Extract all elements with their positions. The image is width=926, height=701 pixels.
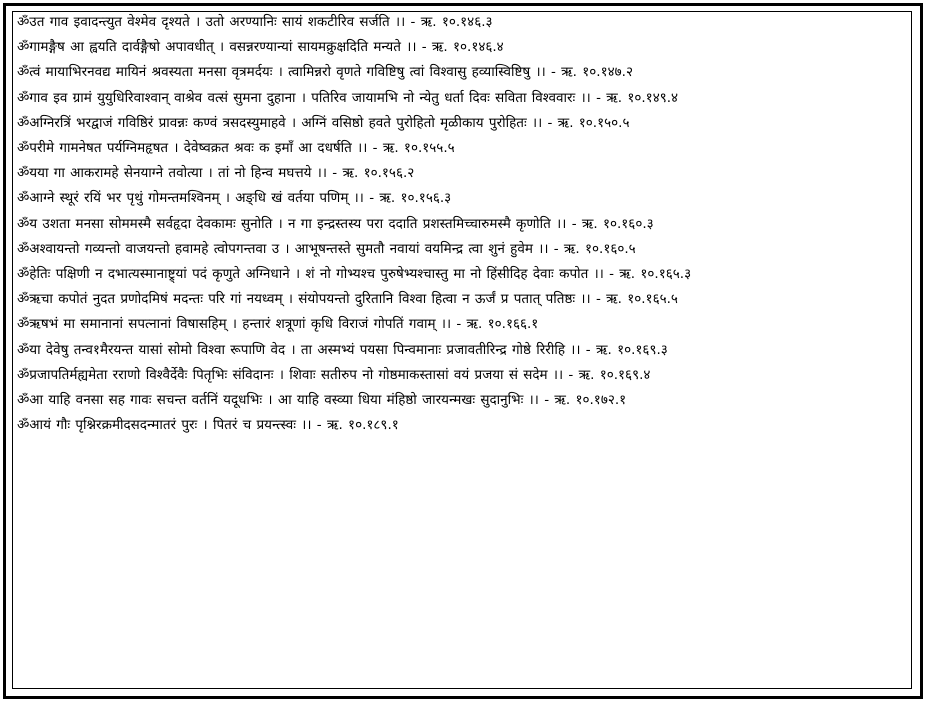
verse-line: ॐया देवेषु तन्व१मैरयन्त यासां सोमो विश्वा रूपाणि वेद । ता अस्मभ्यं पयसा पिन्वमानाः प्रजावतीरिन्द्र गोष्ठे रिरीहि ।। - ऋ. १०.१६९.३ [17, 341, 668, 358]
verse-line: ॐत्वं मायाभिरनवद्य मायिनं श्रवस्यता मनसा वृत्रमर्दयः । त्वामिन्नरो वृणते गविष्टिषु त्वां विश्वासु हव्यास्विष्टिषु ।। - ऋ. १०.१४७.२ [17, 64, 633, 81]
verse-line: ॐगामङ्गैष आ ह्वयति दार्वङ्गैषो अपावधीत् । वसन्नरण्यान्यां सायमक्रुक्षदिति मन्यते ।। - ऋ. १०.१४६.४ [17, 39, 504, 56]
verse-line: ॐअश्वायन्तो गव्यन्तो वाजयन्तो हवामहे त्वोपगन्तवा उ । आभूषन्तस्ते सुमतौ नवायां वयमिन्द्र त्वा शुनं हुवेम ।। - ऋ. १०.१६०.५ [17, 240, 636, 257]
verse-line: ॐउत गाव इवादन्त्युत वेश्मेव दृश्यते । उतो अरण्यानिः सायं शकटीरिव सर्जति ।। - ऋ. १०.१४६.३ [17, 14, 493, 30]
verse-line: ॐऋषभं मा समानानां सपत्नानां विषासहिम् । हन्तारं शत्रूणां कृधि विराजं गोपतिं गवाम् ।। - ऋ. १०.१६६.१ [17, 316, 539, 333]
verse-line: ॐयया गा आकरामहे सेनयाग्ने तवोत्या । तां नो हिन्व मघत्तये ।। - ऋ. १०.१५६.२ [17, 165, 415, 182]
verse-line: ॐय उशता मनसा सोममस्मै सर्वहृदा देवकामः सुनोति । न गा इन्द्रस्तस्य परा ददाति प्रशस्तमिच्चारुमस्मै कृणोति ।। - ऋ. १०.१६०.३ [17, 215, 654, 232]
verse-line: ॐअग्निरत्रिं भरद्वाजं गविष्ठिरं प्रावन्नः कण्वं त्रसदस्युमाहवे । अग्निं वसिष्ठो हवते पुरोहितो मृळीकाय पुरोहितः ।। - ऋ. १०.१५०.५ [17, 114, 630, 131]
verse-list [17, 10, 910, 438]
verse-line: ॐआ याहि वनसा सह गावः सचन्त वर्तनिं यदूधभिः । आ याहि वस्व्या धिया मंहिष्ठो जारयन्मखः सुदानुभिः ।। - ऋ. १०.१७२.१ [17, 392, 627, 409]
verse-line: ॐप्रजापतिर्मह्यमेता रराणो विश्वैर्देवैः पितृभिः संविदानः । शिवाः सतीरुप नो गोष्ठमाकस्तासां वयं प्रजया सं सदेम ।। - ऋ. १०.१६९.४ [17, 366, 651, 383]
verse-line: ॐऋचा कपोतं नुदत प्रणोदमिषं मदन्तः परि गां नयध्वम् । संयोपयन्तो दुरितानि विश्वा हित्वा न ऊर्जं प्र पतात् पतिष्ठः ।। - ऋ. १०.१६५.५ [17, 291, 678, 308]
verse-line: ॐआयं गौः पृश्निरक्रमीदसदन्मातरं पुरः । पितरं च प्रयन्त्स्वः ।। - ऋ. १०.१८९.१ [17, 417, 399, 434]
verse-line: ॐपरीमे गामनेषत पर्यग्निमहृषत । देवेष्वक्रत श्रवः क इमाँ आ दधर्षति ।। - ऋ. १०.१५५.५ [17, 140, 455, 157]
verse-line: ॐहेतिः पक्षिणी न दभात्यस्मानाष्ट्र्यां पदं कृणुते अग्निधाने । शं नो गोभ्यश्च पुरुषेभ्यश्चास्तु मा नो हिंसीदिह देवाः कपोत ।। - ऋ. १०.१६५.३ [17, 266, 692, 283]
verse-line: ॐआग्ने स्थूरं रयिं भर पृथुं गोमन्तमश्विनम् । अङ्धि खं वर्तया पणिम् ।। - ऋ. १०.१५६.३ [17, 190, 452, 207]
verse-line: ॐगाव इव ग्रामं युयुधिरिवाश्वान् वाश्रेव वत्सं सुमना दुहाना । पतिरिव जायामभि नो न्येतु धर्ता दिवः सविता विश्ववारः ।। - ऋ. १०.१४९.४ [17, 89, 679, 106]
